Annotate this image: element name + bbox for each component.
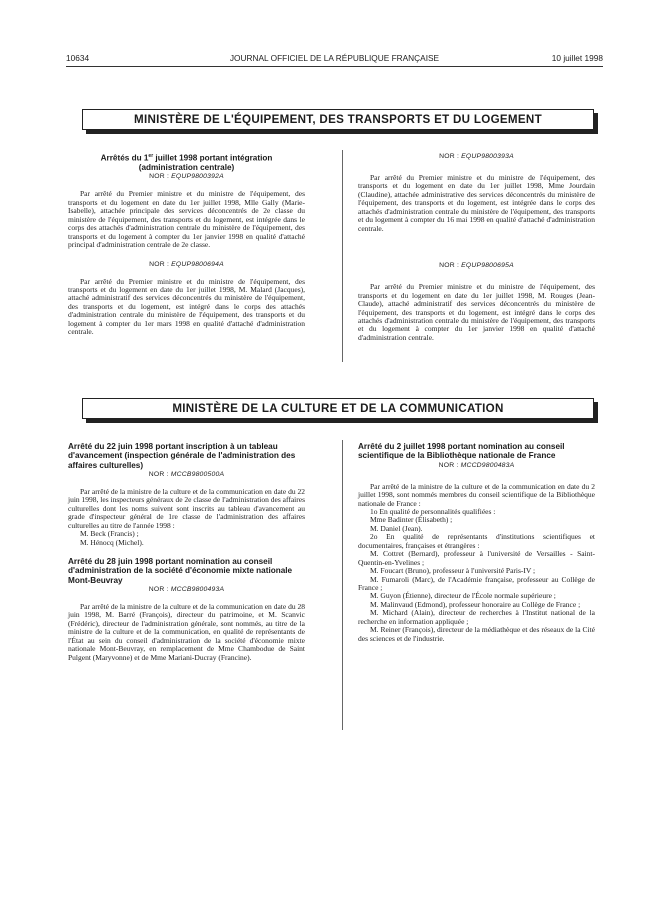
section2-left-column — [68, 442, 305, 662]
nor-reference: NOR : MCCB9800493A — [148, 585, 225, 593]
decree-body: Par arrêté du Premier ministre et du ministre de l'équipement, des transports et du logement en date du 1er juillet 1998, M. Malard (Jacques), attaché administratif des services déconcentrés du ministère de l'équipement, des transports et du logement, est intégré dans le corps des attachés d'administration centrale du ministère de l'équipement, des transports et du logement à compter du 1er mars 1998 en qualité d'attaché d'administration centrale. — [68, 276, 305, 337]
header-rule — [66, 66, 603, 67]
nor-reference: NOR : EQUP9800695A — [439, 262, 514, 270]
member-line: M. Reiner (François), directeur de la médiathèque et des réseaux de la Cité des sciences et de l'industrie. — [358, 625, 595, 643]
decree-title: Arrêté du 28 juin 1998 portant nomination au conseil d'administration de la société d'économie mixte nationale Mont-Beuvray — [68, 557, 293, 585]
member-line: M. Malinvaud (Edmond), professeur honoraire au Collège de France ; — [370, 599, 581, 609]
issue-date: 10 juillet 1998 — [551, 53, 603, 63]
member-line: M. Daniel (Jean). — [370, 523, 423, 533]
nor-reference: NOR : MCCD9800483A — [438, 461, 515, 469]
member-line: M. Fumaroli (Marc), de l'Académie française, professeur au Collège de France ; — [358, 574, 595, 593]
decree-body: Par arrêté du Premier ministre et du ministre de l'équipement, des transports et du logement en date du 1er juillet 1998, Mlle Gally (Marie-Isabelle), attachée principale des services déconcentrés de 2e classe du ministère de l'équipement, des transports et du logement, est intégrée dans le corps des attachés d'administration centrale du ministère de l'équipement, des transports et du logement à compter du 1er janvier 1998 en qualité d'attaché principal d'administration centrale de 2e classe. — [68, 189, 305, 250]
decree-body: Par arrêté du Premier ministre et du ministre de l'équipement, des transports et du logement en date du 1er juillet 1998, Mme Jourdain (Claudine), attachée administrative des services déconcentrés du ministère de l'équipement, des transports et du logement, est intégrée dans le corps des attachés d'administration centrale du ministère de l'équipement, des transports et du logement à compter du 16 mai 1998 en qualité d'attaché d'administration centrale. — [358, 173, 595, 233]
category-line: 1o En qualité de personnalités qualifiées : — [370, 506, 496, 516]
nor-reference: NOR : MCCB9800500A — [148, 470, 225, 478]
decree-body: Par arrêté de la ministre de la culture et de la communication en date du 2 juillet 1998, sont nommés membres du conseil scientifique de la Bibliothèque nationale de France : — [358, 481, 595, 508]
nor-reference: NOR : EQUP9800694A — [149, 260, 224, 268]
member-line: Mme Badinter (Élisabeth) ; — [370, 515, 453, 525]
nor-reference: NOR : EQUP9800393A — [439, 153, 514, 160]
decree-title: Arrêtés du 1er juillet 1998 portant intégration (administration centrale) — [100, 153, 273, 173]
category-line: 2o En qualité de représentants d'institutions scientifiques et documentaires, françaises et étrangères : — [358, 532, 595, 550]
section1-right-column — [358, 152, 595, 342]
journal-title: JOURNAL OFFICIEL DE LA RÉPUBLIQUE FRANÇAISE — [229, 53, 440, 63]
column-divider — [342, 150, 343, 362]
member-line: M. Foucart (Bruno), professeur à l'université Paris-IV ; — [370, 566, 536, 576]
member-line: M. Guyon (Étienne), directeur de l'École normale supérieure ; — [370, 591, 556, 601]
nominee-line: M. Beck (Francis) ; — [80, 529, 139, 539]
page-number: 10634 — [66, 53, 90, 63]
nominee-line: M. Hénocq (Michel). — [80, 537, 144, 547]
decree-body: Par arrêté de la ministre de la culture et de la communication en date du 28 juin 1998, M. Barré (François), directeur du patrimoine, et M. Scanvic (Frédéric), directeur de l'administration générale, sont nommés, au titre de la ministre de la culture et de la communication, en qualité de représentants de l'État au sein du conseil d'administration de la société d'économie mixte nationale Mont-Beuvray, en remplacement de Mme Chambodue de Saint Pulgent (Maryvonne) et de Mme Mariani-Ducray (Francine). — [68, 601, 305, 662]
section2-right-column — [358, 442, 595, 643]
nor-reference: NOR : EQUP9800392A — [149, 173, 224, 181]
ministry-heading-equipement: MINISTÈRE DE L'ÉQUIPEMENT, DES TRANSPORTS ET DU LOGEMENT — [82, 109, 594, 130]
decree-body: Par arrêté du Premier ministre et du ministre de l'équipement, des transports et du logement en date du 1er juillet 1998, M. Rouges (Jean-Claude), attaché administratif des services déconcentrés du ministère de l'équipement, des transports et du logement, est intégré dans le corps des attachés d'administration centrale du ministère de l'équipement, des transports et du logement à compter du 1er janvier 1998 en qualité d'attaché d'administration centrale. — [358, 282, 595, 342]
member-line: M. Cottret (Bernard), professeur à l'université de Versailles - Saint-Quentin-en-Yvelines ; — [358, 549, 595, 567]
member-line: M. Michard (Alain), directeur de recherches à l'Institut national de la recherche en information appliquée ; — [358, 608, 595, 626]
column-divider — [342, 440, 343, 730]
decree-title: Arrêté du 22 juin 1998 portant inscription à un tableau d'avancement (inspection générale de l'administration des affaires culturelles) — [68, 442, 296, 470]
ministry-heading-culture: MINISTÈRE DE LA CULTURE ET DE LA COMMUNICATION — [82, 398, 594, 419]
decree-title: Arrêté du 2 juillet 1998 portant nomination au conseil scientifique de la Bibliothèque nationale de France — [358, 442, 565, 461]
decree-body: Par arrêté de la ministre de la culture et de la communication en date du 22 juin 1998, les inspecteurs généraux de 2e classe de l'administration des affaires culturelles dont les noms suivent sont inscrits au tableau d'avancement au grade d'inspecteur général de 1re classe de l'administration des affaires culturelles au titre de l'année 1998 : — [68, 486, 305, 530]
section1-left-column — [68, 152, 305, 337]
